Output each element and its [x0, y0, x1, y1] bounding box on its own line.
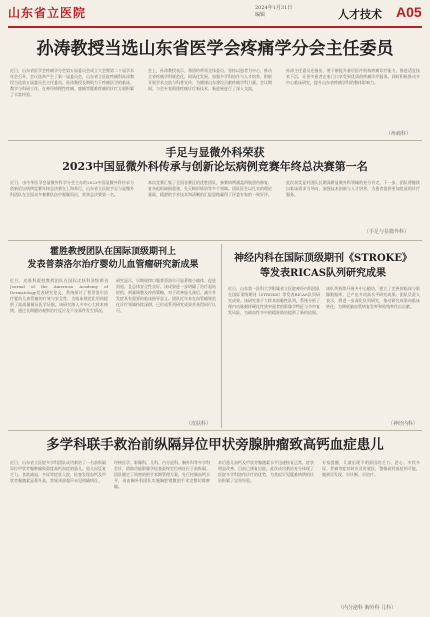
- article4-headline-line1: 神经内科在国际顶级期刊《STROKE》: [234, 253, 412, 264]
- article3-col2: 研究显示，早期规律口服普萘洛尔可显著缩小瘤体、促进消退，且总体安全性良好。该成果进一步明确了治疗起始时机、剂量调整及停药策略，对于改善患儿预后、减少并发症具有重要的临床指导意义。团队近年来在血管瘤规范化诊疗领域持续深耕，已形成系列研究成果并获得同行认可。: [116, 278, 216, 314]
- article2-col3: 此次获奖是对团队长期深耕显微外科领域的充分肯定。下一步，团队将继续以临床需求为导向，加强技术创新与人才培养，为患者提供更加优质的诊疗服务。: [286, 180, 420, 198]
- article5-col4: 专家提醒，儿童出现不明原因的乏力、恶心、多饮多尿、骨痛等症状时应及时就医，警惕高钙血症的可能，做到早发现、早诊断、早治疗。: [322, 460, 420, 478]
- article1-col2: 会上，孙涛教授表示，将团结带领全体委员，坚持以患者为中心，推动全省疼痛学科规范化、同质化发展，加强多学科协作与人才培养，积极开展学术交流与科普宣传，为健康山东建设贡献疼痛学科力量。会议期间，与会专家围绕疼痛诊疗新技术、新进展进行了深入交流。: [148, 68, 272, 92]
- article4-col1: 近日，山东第一医科大学附属省立医院神经内科团队在国际顶级期刊《STROKE》等发表RICAS队列研究成果。该研究基于大样本前瞻性队列，系统分析了颅内动脉粥样硬化性狭窄患者的影像学特征与卒中复发风险，为缺血性卒中的精准防治提供了新的依据。: [228, 286, 320, 316]
- divider: [8, 430, 422, 431]
- article2-headline-line1: 手足与显微外科荣获: [165, 146, 265, 159]
- article2-headline-line2: 2023中国显微外科传承与创新论坛病例竞赛年终总决赛第一名: [62, 160, 368, 173]
- page-number: A05: [396, 4, 422, 20]
- article5-col2: 经核医学、影像科、儿科、内分泌科、胸外科等多学科会诊，借助功能影像学检查最终定位病灶位于前纵隔。团队制定了周密的围手术期管理方案，先行控制血钙水平，再由胸外科团队实施胸腔镜微创手术完整切除肿瘤。: [114, 460, 210, 490]
- article3-headline-line1: 霍胜教授团队在国际顶级期刊上: [49, 247, 176, 257]
- divider: [8, 140, 422, 141]
- article2-byline: （手足与显微外科）: [364, 229, 410, 235]
- article1-col1: 近日，山东省医学会疼痛学分会第五届委员会成立大会暨第二十届学术年会召开。会议选举产生了新一届委员会，山东省立医院疼痛科孙涛教授当选第五届委员会主任委员。孙涛教授长期致力于疼痛医学的临床、教学与科研工作，在神经病理性疼痛、癌痛等疑难疼痛的诊疗方面积累了丰富经验。: [10, 68, 134, 98]
- issue-editor: 编辑: [255, 12, 266, 18]
- masthead-logo: 山东省立医院: [8, 6, 87, 20]
- issue-date: 2024年1月31日: [255, 5, 293, 11]
- article5-col1: 近日，山东省立医院多学科团队成功救治了一名前纵隔异位甲状旁腺肿瘤致重度高钙血症的患儿。患儿因反复乏力、食欲减退、多尿等症状入院，检查发现血钙及甲状旁腺激素显著升高，常规颈部超声未见明确病灶。: [10, 460, 106, 484]
- article3-col1: 近日，皮肤科霍胜教授团队在国际皮肤科顶级期刊Journal of the American Academy of Dermatology发表研究论文，系统探讨了普萘洛尔治疗婴幼儿血管瘤的疗效与安全性，为临床规范化用药提供了高质量循证医学证据。该研究纳入多中心大样本病例，通过长期随访观察治疗反应及不良事件发生情况。: [10, 278, 108, 314]
- article1-headline: 孙涛教授当选山东省医学会疼痛学分会主任委员: [36, 39, 394, 59]
- divider: [8, 240, 422, 241]
- article4-headline-line2: 等发表RICAS队列研究成果: [260, 268, 386, 279]
- article5-col3: 术后患儿血钙及甲状旁腺激素水平迅速恢复正常，症状明显改善，目前已康复出院。此次成功救治充分体现了医院多学科协作诊疗的优势，为类似罕见疑难病例的诊治积累了宝贵经验。: [218, 460, 314, 484]
- article1-byline: （疼痛科）: [386, 131, 412, 137]
- column-divider: [221, 244, 222, 428]
- issue-info: [255, 5, 292, 19]
- article2-col2: 本次竞赛汇集了全国各赛区的优胜团队，参赛病例涵盖四肢创伤修复、复杂组织缺损重建、先天畸形矫治等多个领域。团队医生以扎实的理论基础、精湛的手术技术和清晰的汇报思路赢得了评委专家的一致好评。: [148, 180, 272, 198]
- article4-col2: 该队列持续开展多中心随访，建立了完善的临床与影像数据库，已产出多项高水平研究成果。团队负责人表示，将进一步深化队列研究，推动研究成果向临床转化，为降低脑血管病复发率和致残率作出贡献。: [326, 286, 420, 310]
- article3-headline-line2: 发表普萘洛尔治疗婴幼儿血管瘤研究新成果: [27, 260, 199, 270]
- masthead: [0, 0, 430, 28]
- article4-byline: （神经内科）: [388, 421, 419, 427]
- section-name: 人才技术: [338, 8, 382, 21]
- article2-col1: 近日，由中华医学会显微外科学分会主办的2023中国显微外科传承与创新论坛病例竞赛年终总决赛在上海举行。山东省立医院手足与显微外科团队在全国众多参赛队伍中脱颖而出，荣获总决赛第一名。: [10, 180, 134, 198]
- article1-col3: 孙涛主任委员还指出，要不断提升基层医疗机构疼痛诊疗能力，推进适宜技术下沉，让更多患者在家门口享受到优质的疼痛诊疗服务。同时积极推动多中心临床研究，提升山东省疼痛学科的整体影响力。: [286, 68, 420, 86]
- article5-byline: （内分泌科 胸外科 儿科）: [338, 605, 397, 611]
- article3-byline: （皮肤科）: [186, 421, 212, 427]
- masthead-rule: [8, 26, 422, 28]
- article5-headline: 多学科联手救治前纵隔异位甲状旁腺肿瘤致高钙血症患儿: [46, 437, 384, 453]
